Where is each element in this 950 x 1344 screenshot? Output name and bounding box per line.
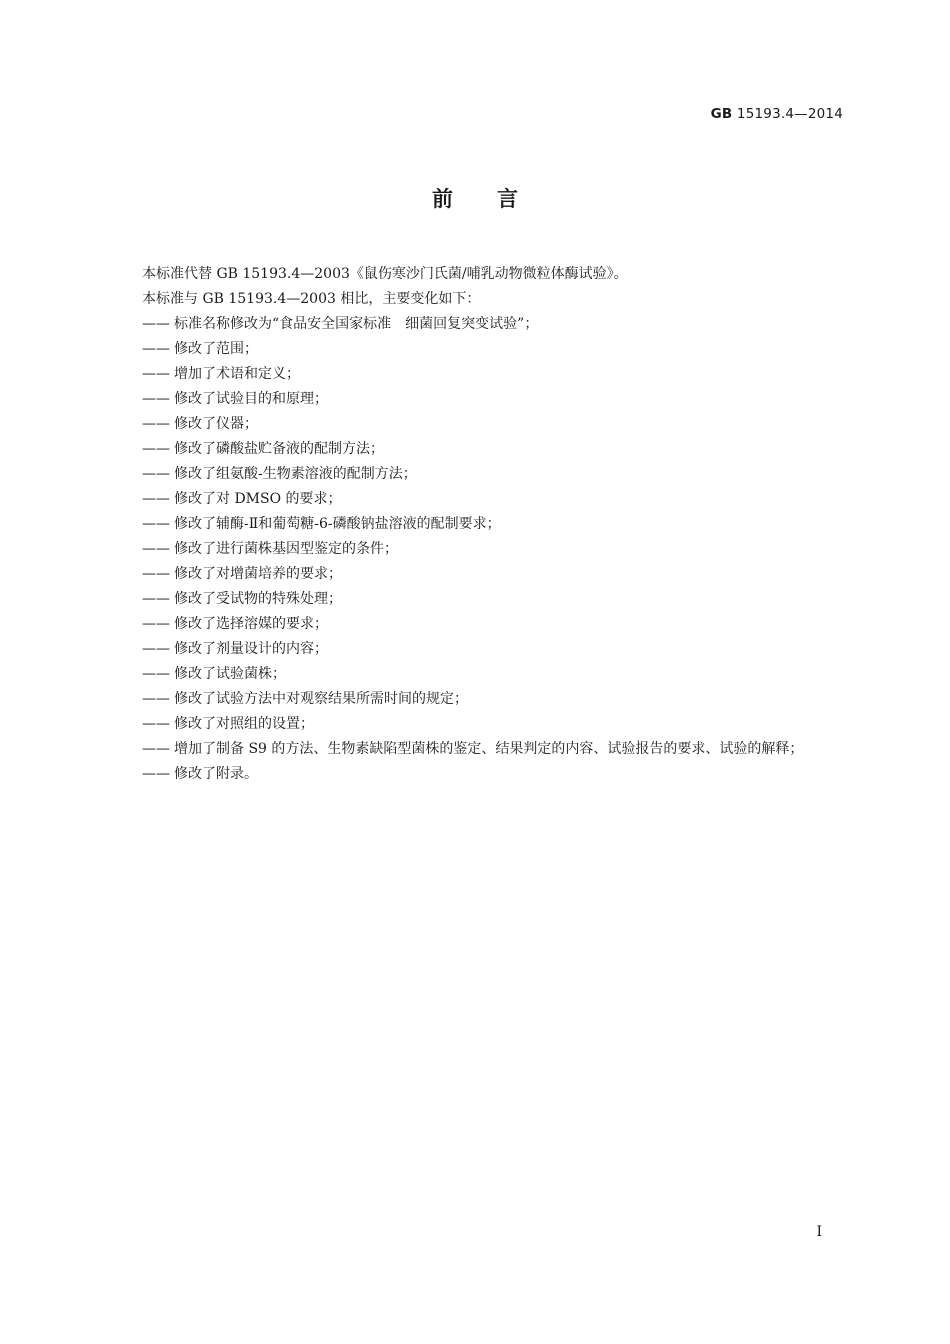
dash-marker: —— — [142, 341, 170, 357]
dash-marker: —— — [142, 691, 170, 707]
list-item — [142, 412, 844, 437]
dash-marker: —— — [142, 441, 170, 457]
list-item-text: 修改了对 DMSO 的要求； — [174, 491, 342, 507]
dash-marker: —— — [142, 416, 170, 432]
list-item — [142, 612, 844, 637]
dash-marker: —— — [142, 741, 170, 757]
list-item-text: 增加了制备 S9 的方法、生物素缺陷型菌株的鉴定、结果判定的内容、试验报告的要求、试验的解释； — [174, 741, 804, 757]
list-item-text: 修改了进行菌株基因型鉴定的条件； — [174, 541, 398, 557]
dash-marker: —— — [142, 491, 170, 507]
dash-marker: —— — [142, 591, 170, 607]
list-item-text: 修改了仪器； — [174, 416, 258, 432]
list-item — [142, 537, 844, 562]
list-item — [142, 687, 844, 712]
list-item-text: 修改了试验方法中对观察结果所需时间的规定； — [174, 691, 468, 707]
dash-marker: —— — [142, 366, 170, 382]
list-item — [142, 462, 844, 487]
list-item-text: 修改了对增菌培养的要求； — [174, 566, 342, 582]
list-item-text: 修改了磷酸盐贮备液的配制方法； — [174, 441, 384, 457]
list-item-text: 修改了组氨酸-生物素溶液的配制方法； — [174, 466, 417, 482]
page-title: 前言 — [432, 187, 562, 211]
list-item — [142, 387, 844, 412]
list-item-text: 修改了附录。 — [174, 766, 258, 782]
list-item — [142, 587, 844, 612]
change-list — [142, 312, 844, 787]
list-item — [142, 662, 844, 687]
list-item-text: 修改了剂量设计的内容； — [174, 641, 328, 657]
dash-marker: —— — [142, 766, 170, 782]
list-item — [142, 487, 844, 512]
page-number: I — [816, 1224, 822, 1240]
list-item-text: 修改了试验菌株； — [174, 666, 286, 682]
dash-marker: —— — [142, 666, 170, 682]
dash-marker: —— — [142, 716, 170, 732]
foreword-body — [142, 262, 844, 787]
list-item-text: 修改了辅酶-Ⅱ和葡萄糖-6-磷酸钠盐溶液的配制要求； — [174, 516, 501, 532]
list-item — [142, 562, 844, 587]
list-item — [142, 762, 844, 787]
dash-marker: —— — [142, 516, 170, 532]
standard-number: 15193.4—2014 — [736, 106, 843, 122]
list-item — [142, 512, 844, 537]
list-item-text: 修改了对照组的设置； — [174, 716, 314, 732]
list-item — [142, 637, 844, 662]
list-item-text: 修改了试验目的和原理； — [174, 391, 328, 407]
list-item — [142, 312, 844, 337]
standard-code — [711, 106, 843, 122]
list-item-text: 增加了术语和定义； — [174, 366, 300, 382]
intro-paragraph: 本标准代替 GB 15193.4—2003《鼠伤寒沙门氏菌/哺乳动物微粒体酶试验》。 — [142, 266, 628, 282]
list-item — [142, 437, 844, 462]
intro-paragraph: 本标准与 GB 15193.4—2003 相比，主要变化如下： — [142, 291, 481, 307]
dash-marker: —— — [142, 616, 170, 632]
dash-marker: —— — [142, 566, 170, 582]
list-item-text: 修改了受试物的特殊处理； — [174, 591, 342, 607]
dash-marker: —— — [142, 466, 170, 482]
list-item-text: 标准名称修改为“食品安全国家标准 细菌回复突变试验”； — [174, 316, 539, 332]
standard-prefix: GB — [710, 106, 733, 122]
list-item — [142, 362, 844, 387]
list-item-text: 修改了范围； — [174, 341, 258, 357]
dash-marker: —— — [142, 641, 170, 657]
list-item — [142, 712, 844, 737]
dash-marker: —— — [142, 541, 170, 557]
list-item-text: 修改了选择溶媒的要求； — [174, 616, 328, 632]
dash-marker: —— — [142, 391, 170, 407]
dash-marker: —— — [142, 316, 170, 332]
list-item — [142, 337, 844, 362]
list-item — [142, 737, 844, 762]
